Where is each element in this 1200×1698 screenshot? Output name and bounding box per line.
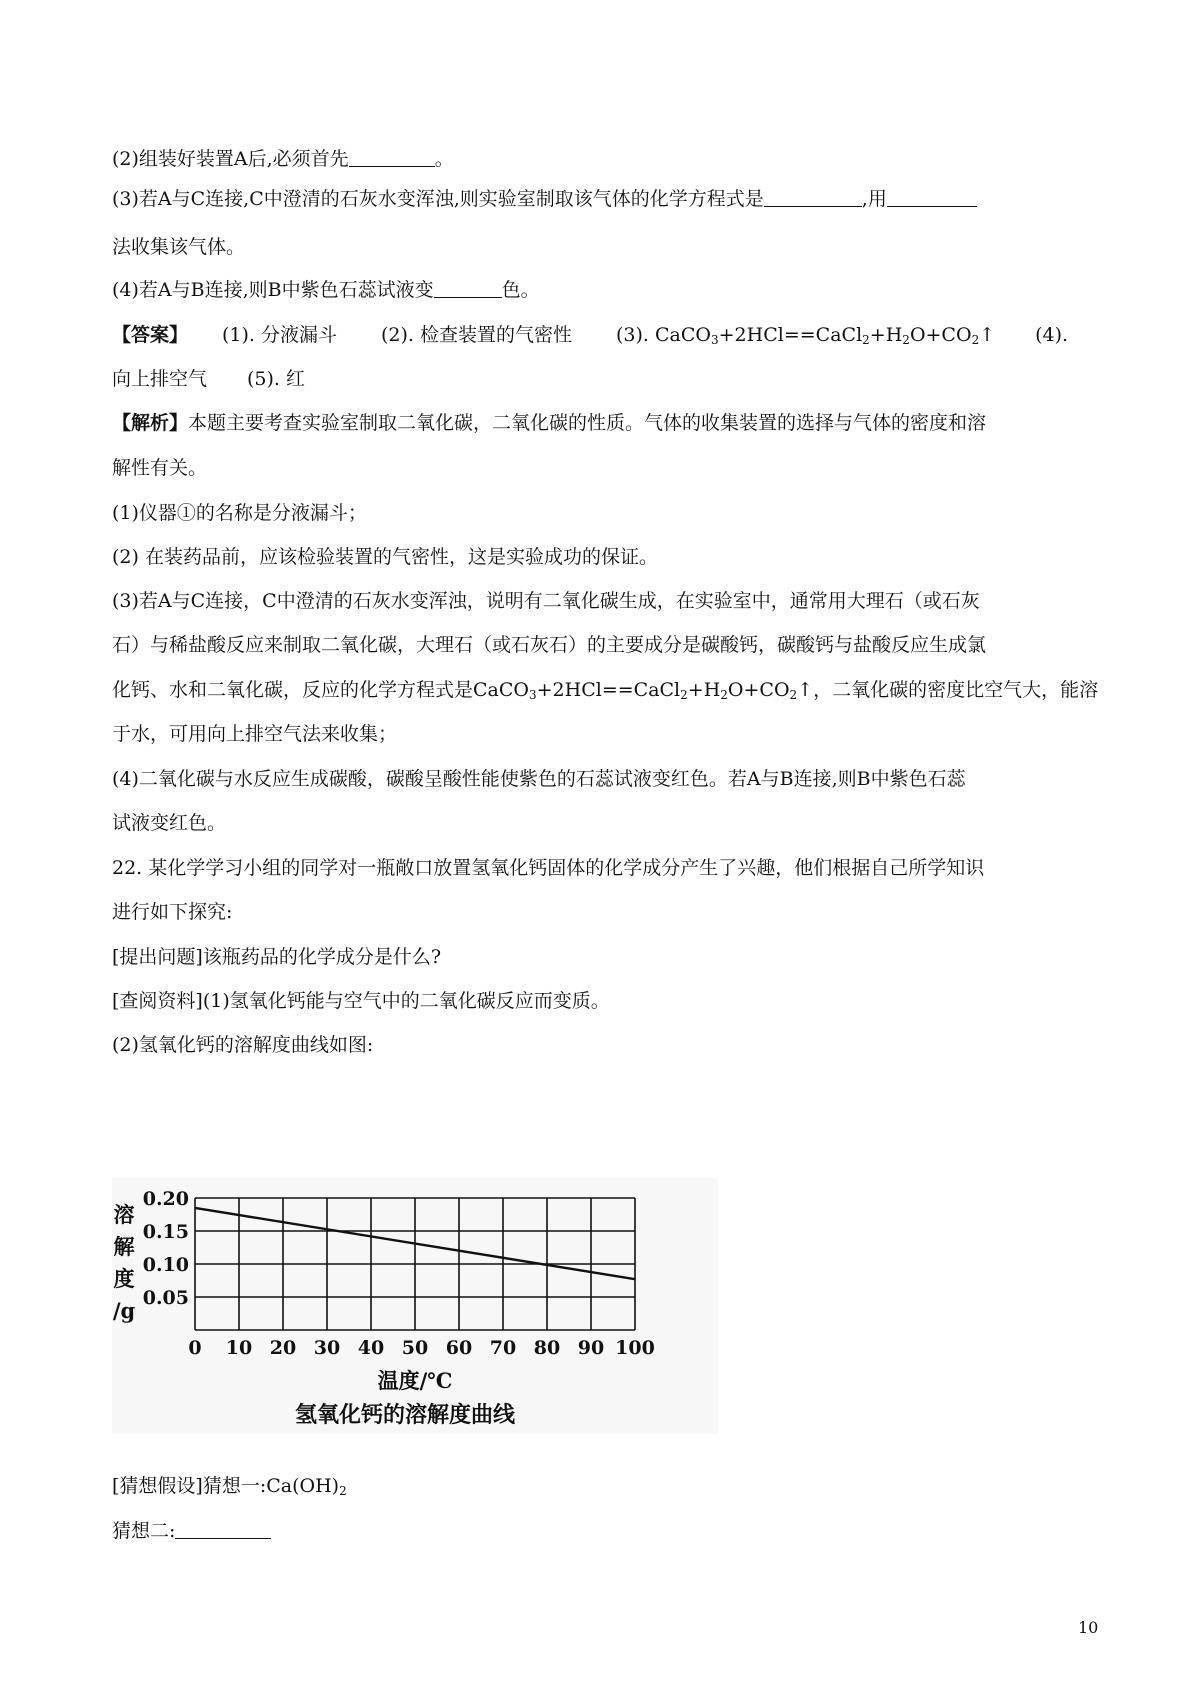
question-3-cont: 法收集该气体。 xyxy=(112,236,246,258)
analysis-line: 试液变红色。 xyxy=(112,812,227,834)
y-axis-label: 度 xyxy=(113,1266,135,1291)
x-tick-label: 80 xyxy=(533,1337,561,1359)
y-axis-label: 溶 xyxy=(113,1202,135,1227)
y-tick-label: 0.20 xyxy=(142,1188,189,1210)
x-tick-label: 10 xyxy=(225,1337,253,1359)
answer-blank xyxy=(764,188,862,207)
answer-blank xyxy=(175,1520,271,1539)
y-tick-label: 0.05 xyxy=(142,1287,189,1309)
info-1: [查阅资料](1)氢氧化钙能与空气中的二氧化碳反应而变质。 xyxy=(112,990,610,1012)
answer-line-cont: 向上排空气 (5). 红 xyxy=(112,368,306,390)
analysis-line: (3)若A与C连接，C中澄清的石灰水变浑浊，说明有二氧化碳生成，在实验室中，通常用大理石（或石灰 xyxy=(112,590,980,612)
x-tick-label: 70 xyxy=(489,1337,517,1359)
x-tick-label: 20 xyxy=(269,1337,297,1359)
y-axis-label: 解 xyxy=(113,1234,135,1259)
y-tick-label: 0.10 xyxy=(142,1254,189,1276)
answer-label: 【答案】 xyxy=(112,324,189,346)
x-tick-label: 30 xyxy=(313,1337,341,1359)
analysis-line: (2) 在装药品前，应该检验装置的气密性，这是实验成功的保证。 xyxy=(112,546,658,568)
question-22: 22. 某化学学习小组的同学对一瓶敞口放置氢氧化钙固体的化学成分产生了兴趣，他们根据自己所学知识 xyxy=(112,857,985,879)
answer-blank xyxy=(887,188,977,207)
y-tick-label: 0.15 xyxy=(142,1221,189,1243)
question-22-cont: 进行如下探究: xyxy=(112,901,233,923)
question-4: (4)若A与B连接,则B中紫色石蕊试液变 色。 xyxy=(112,279,540,301)
guess-2: 猜想二: xyxy=(112,1518,271,1544)
y-axis-label: /g xyxy=(112,1298,136,1323)
x-tick-label: 100 xyxy=(615,1337,655,1359)
x-tick-label: 60 xyxy=(445,1337,473,1359)
x-tick-label: 90 xyxy=(577,1337,605,1359)
analysis-line: 化钙、水和二氧化碳，反应的化学方程式是$CaCO_3+2HCl==CaCl_2+H_2O+CO_2↑$，二氧化碳的密度比空气大，能溶 xyxy=(112,679,1099,702)
info-2: (2)氢氧化钙的溶解度曲线如图: xyxy=(112,1034,374,1056)
page-number: 10 xyxy=(1078,1618,1099,1637)
analysis-line: 于水，可用向上排空气法来收集； xyxy=(112,723,398,745)
analysis-label: 【解析】 xyxy=(112,412,189,434)
guess-1: [猜想假设]猜想一$:Ca(OH)_2$ xyxy=(112,1475,347,1498)
question-3: (3)若A与C连接,C中澄清的石灰水变浑浊,则实验室制取该气体的化学方程式是 ,用 xyxy=(112,186,977,212)
x-tick-label: 40 xyxy=(357,1337,385,1359)
analysis-line: (4)二氧化碳与水反应生成碳酸，碳酸呈酸性能使紫色的石蕊试液变红色。若A与B连接,则B中紫色石蕊 xyxy=(112,768,966,790)
analysis-line: 解性有关。 xyxy=(112,457,208,479)
x-tick-label: 0 xyxy=(188,1337,202,1359)
analysis-line: (1)仪器①的名称是分液漏斗； xyxy=(112,502,367,524)
question-2: (2)组装好装置A后,必须首先 。 xyxy=(112,148,454,170)
x-axis-label: 温度/℃ xyxy=(377,1368,453,1393)
chart-title: 氢氧化钙的溶解度曲线 xyxy=(294,1402,516,1428)
solubility-chart xyxy=(112,1178,718,1434)
question-prompt: [提出问题]该瓶药品的化学成分是什么? xyxy=(112,946,442,968)
answer-line: 【答案】 (1). 分液漏斗 (2). 检查装置的气密性 (3). $CaCO_3+2HCl==CaCl_2+H_2O+CO_2↑$ (4). xyxy=(112,324,1069,347)
answer-blank xyxy=(349,148,435,167)
x-tick-label: 50 xyxy=(401,1337,429,1359)
answer-blank xyxy=(434,279,502,298)
analysis-line: 【解析】本题主要考查实验室制取二氧化碳，二氧化碳的性质。气体的收集装置的选择与气体的密度和溶 xyxy=(112,412,987,434)
analysis-line: 石）与稀盐酸反应来制取二氧化碳，大理石（或石灰石）的主要成分是碳酸钙，碳酸钙与盐酸反应生成氯 xyxy=(112,634,987,656)
